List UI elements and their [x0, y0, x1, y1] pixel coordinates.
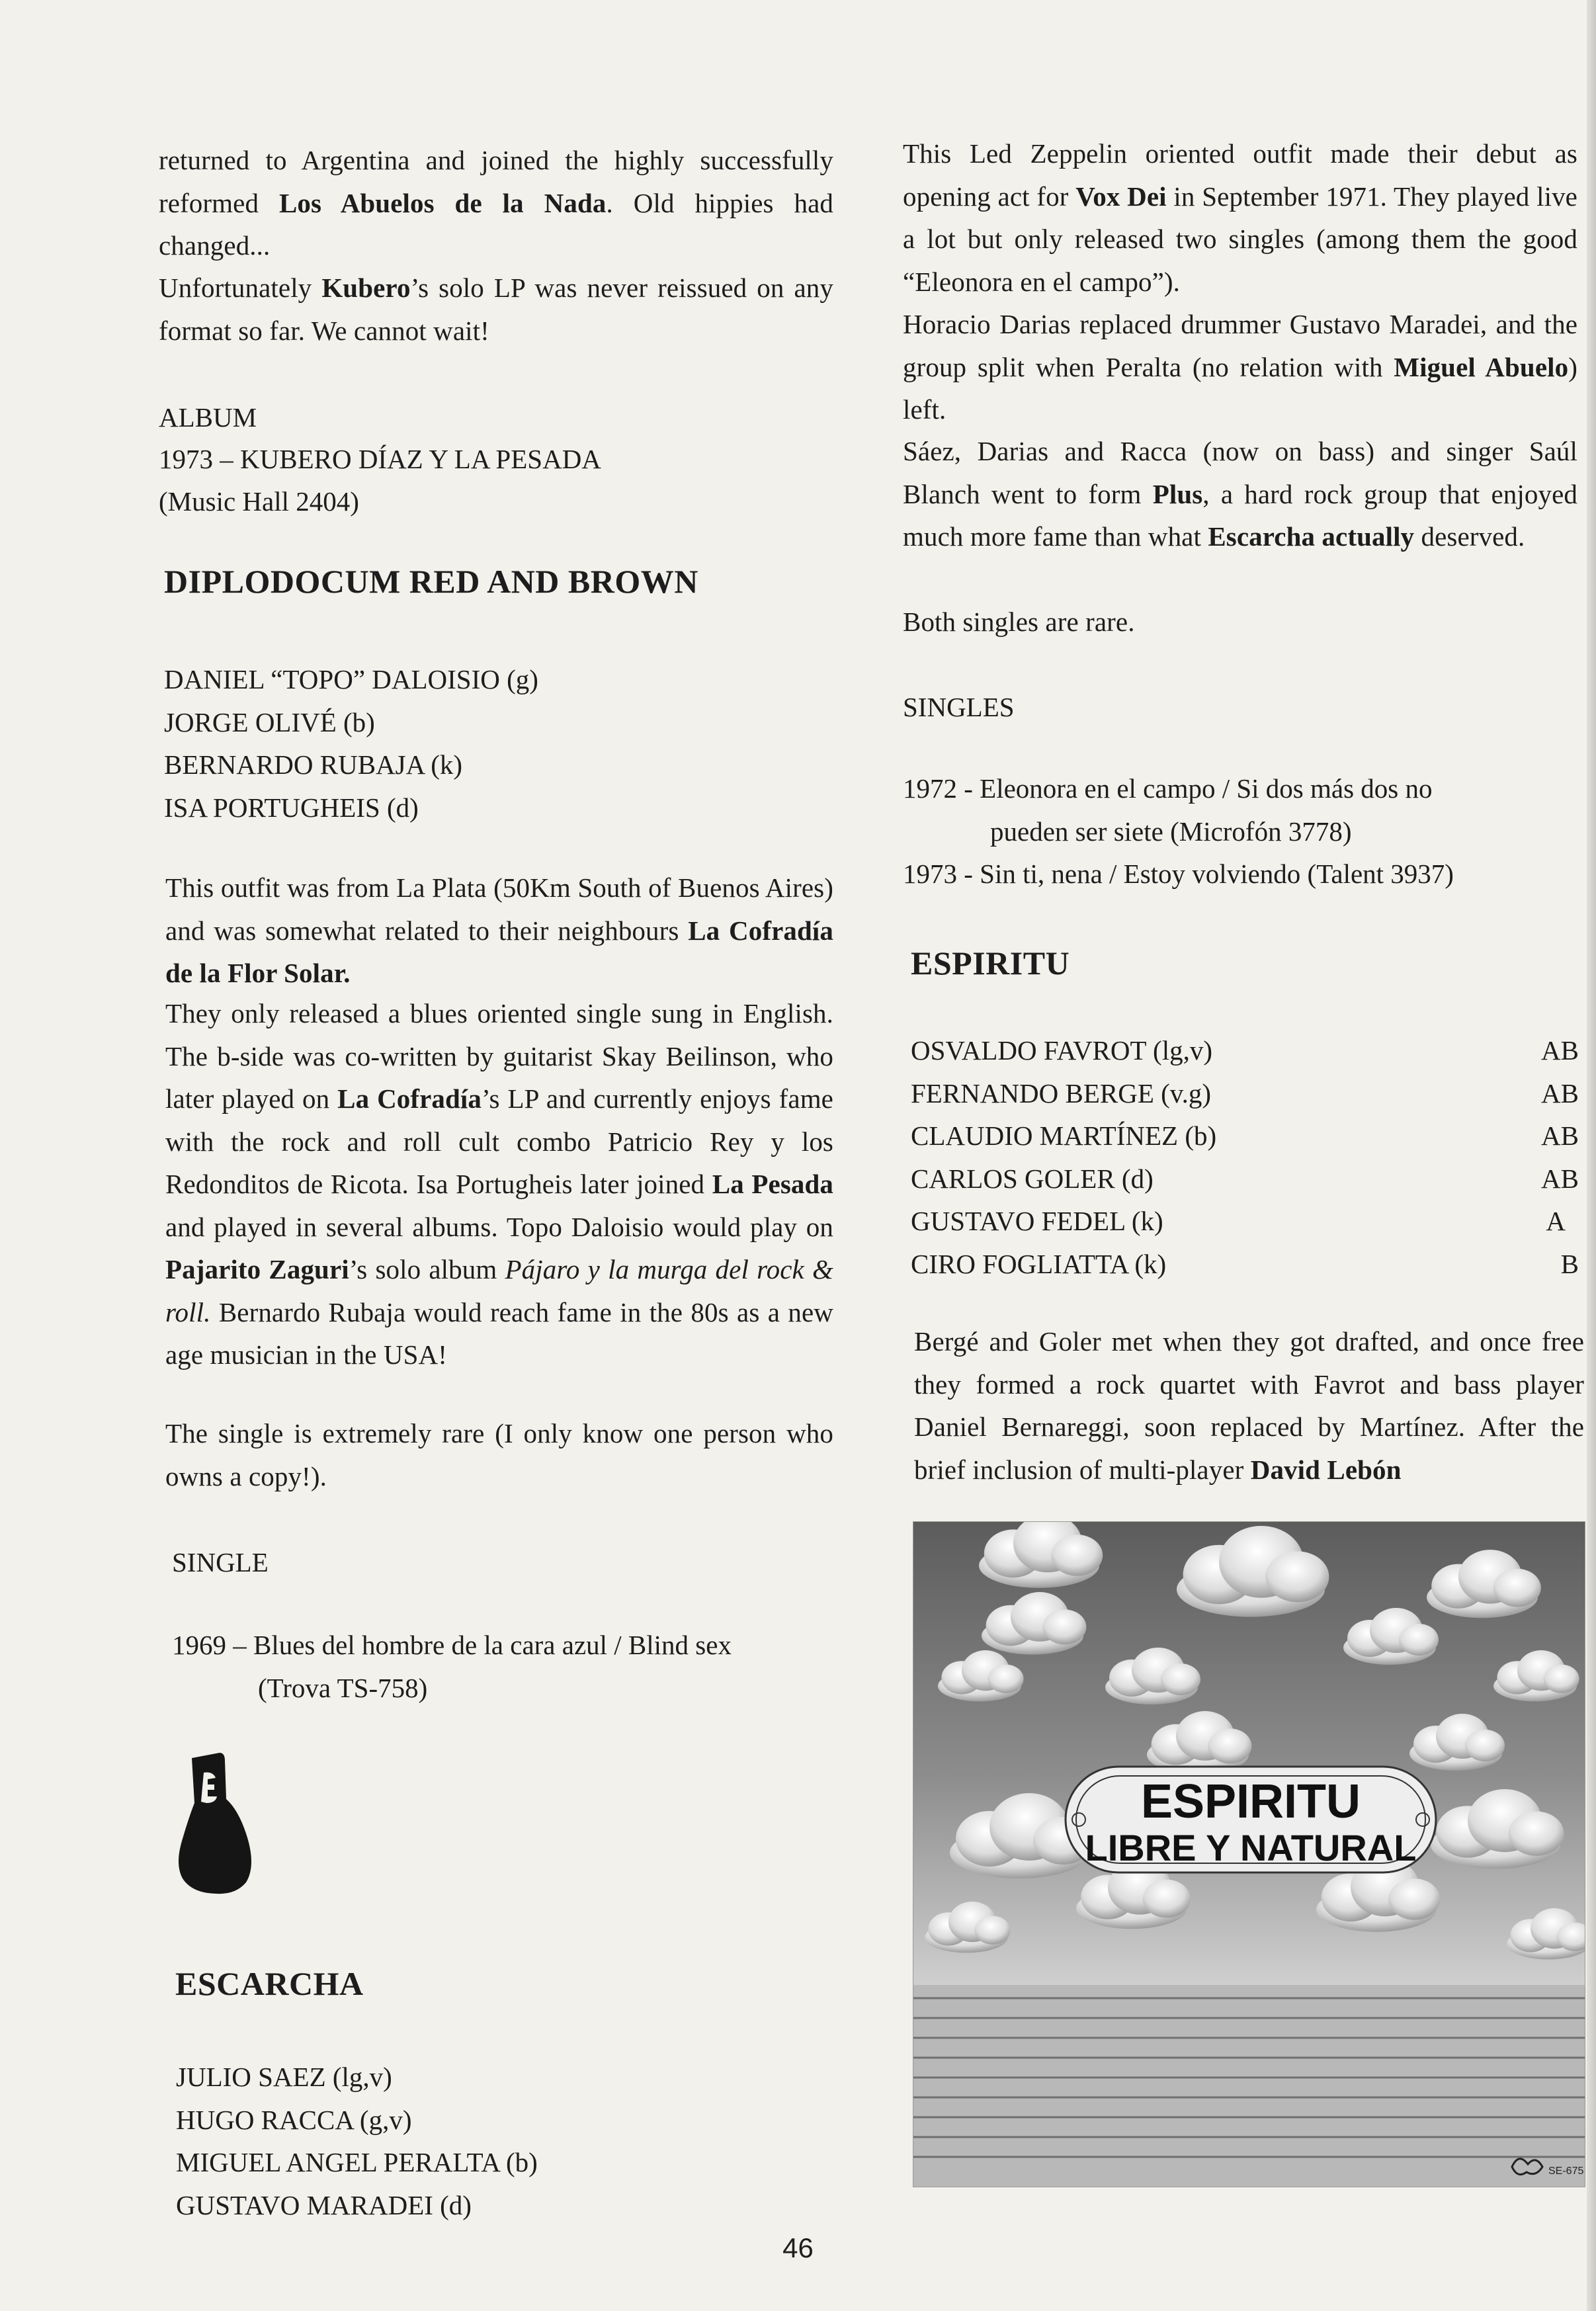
- page-edge: [1587, 0, 1596, 2311]
- member-name: FERNANDO BERGE (v.g): [911, 1077, 1212, 1109]
- member-name: GUSTAVO FEDEL (k): [911, 1206, 1163, 1236]
- member-name: CLAUDIO MARTÍNEZ (b): [911, 1120, 1217, 1151]
- cover-catalog: SE-675: [1548, 2165, 1584, 2177]
- single-entry: 1972 - Eleonora en el campo / Si dos más dos no: [903, 773, 1433, 804]
- member-code: AB: [1541, 1120, 1579, 1151]
- member-line: GUSTAVO MARADEI (d): [176, 2189, 472, 2220]
- album-cover-illustration: [913, 1522, 1585, 2187]
- e-letter-logo-icon: [177, 1753, 257, 1895]
- espiritu-members: [911, 1029, 1579, 1285]
- escarcha-paragraph-4: Both singles are rare.: [903, 607, 1135, 637]
- cover-subtitle: LIBRE Y NATURAL: [1085, 1827, 1417, 1869]
- single-entry-continued: pueden ser siete (Microfón 3778): [990, 816, 1352, 847]
- member-line: JULIO SAEZ (lg,v): [176, 2062, 392, 2092]
- escarcha-paragraph-1: This Led Zeppelin oriented outfit made their debut as opening act for Vox Dei in September 1971. They played live a lot but only released two singles (among them the good “Eleonora en el campo”).: [903, 138, 1577, 297]
- roster-row: [911, 1200, 1579, 1243]
- member-code: A: [1546, 1206, 1566, 1236]
- singles-list: [903, 767, 1577, 896]
- escarcha-title: ESCARCHA: [175, 1965, 364, 2002]
- diplodocum-members: [164, 658, 833, 829]
- member-line: ISA PORTUGHEIS (d): [164, 792, 419, 823]
- cover-title: ESPIRITU: [1140, 1775, 1361, 1828]
- roster-row: [911, 1243, 1579, 1286]
- album-entry: 1973 – KUBERO DÍAZ Y LA PESADA: [159, 444, 601, 474]
- diplodocum-paragraph-3: The single is extremely rare (I only know one person who owns a copy!).: [165, 1418, 833, 1492]
- member-code: B: [1560, 1248, 1579, 1279]
- roster-row: [911, 1157, 1579, 1200]
- member-name: OSVALDO FAVROT (lg,v): [911, 1035, 1213, 1066]
- page-number: 46: [782, 2232, 814, 2263]
- album-cover-image: [913, 1521, 1585, 2187]
- diplodocum-title: DIPLODOCUM RED AND BROWN: [164, 563, 698, 600]
- singles-heading: SINGLES: [903, 692, 1015, 722]
- espiritu-title: ESPIRITU: [911, 945, 1070, 982]
- diplodocum-paragraph-2: They only released a blues oriented single sung in English. The b-side was co-written by guitarist Skay Beilinson, who later played on La Cofradía’s LP and currently enjoys fame with the rock and roll cult combo Patricio Rey y los Redonditos de Ricota. Isa Portugheis later joined La Pesada and played in several albums. Topo Daloisio would play on Pajarito Zaguri’s solo album Pájaro y la murga del rock & roll. Bernardo Rubaja would reach fame in the 80s as a new age musician in the USA!: [165, 998, 833, 1370]
- espiritu-paragraph-1: Bergé and Goler met when they got drafted, and once free they formed a rock quartet with Favrot and bass player Daniel Bernareggi, soon replaced by Martínez. After the brief inclusion of multi-player David Lebón: [914, 1326, 1584, 1485]
- roster-row: [911, 1072, 1579, 1115]
- member-name: CIRO FOGLIATTA (k): [911, 1248, 1167, 1279]
- escarcha-paragraph-2: Horacio Darias replaced drummer Gustavo Maradei, and the group split when Peralta (no relation with Miguel Abuelo) left.: [903, 309, 1577, 425]
- single-heading: SINGLE: [172, 1547, 269, 1577]
- diplodocum-paragraph-1: This outfit was from La Plata (50Km South of Buenos Aires) and was somewhat related to their neighbours La Cofradía de la Flor Solar.: [165, 872, 833, 988]
- member-code: AB: [1541, 1163, 1579, 1194]
- member-line: HUGO RACCA (g,v): [176, 2104, 412, 2135]
- single-entry: 1969 – Blues del hombre de la cara azul / Blind sex: [172, 1630, 732, 1660]
- member-line: BERNARDO RUBAJA (k): [164, 749, 463, 780]
- roster-row: [911, 1114, 1579, 1157]
- kubero-paragraph-1: returned to Argentina and joined the highly successfully reformed Los Abuelos de la Nada. Old hippies had changed...: [159, 145, 833, 261]
- single-catalog: (Trova TS-758): [258, 1673, 428, 1703]
- roster-row: [911, 1029, 1579, 1072]
- album-catalog: (Music Hall 2404): [159, 486, 359, 517]
- member-code: AB: [1541, 1035, 1579, 1066]
- album-heading: ALBUM: [159, 402, 257, 433]
- member-name: CARLOS GOLER (d): [911, 1163, 1154, 1194]
- kubero-paragraph-2: Unfortunately Kubero’s solo LP was never reissued on any format so far. We cannot wait!: [159, 273, 833, 346]
- escarcha-members: [176, 2056, 833, 2226]
- member-line: MIGUEL ANGEL PERALTA (b): [176, 2147, 538, 2177]
- member-line: JORGE OLIVÉ (b): [164, 706, 375, 737]
- member-code: AB: [1541, 1077, 1579, 1109]
- single-entry: 1973 - Sin ti, nena / Estoy volviendo (Talent 3937): [903, 859, 1454, 889]
- escarcha-paragraph-3: Sáez, Darias and Racca (now on bass) and singer Saúl Blanch went to form Plus, a hard rock group that enjoyed much more fame than what Escarcha actually deserved.: [903, 436, 1577, 552]
- member-line: DANIEL “TOPO” DALOISIO (g): [164, 664, 538, 694]
